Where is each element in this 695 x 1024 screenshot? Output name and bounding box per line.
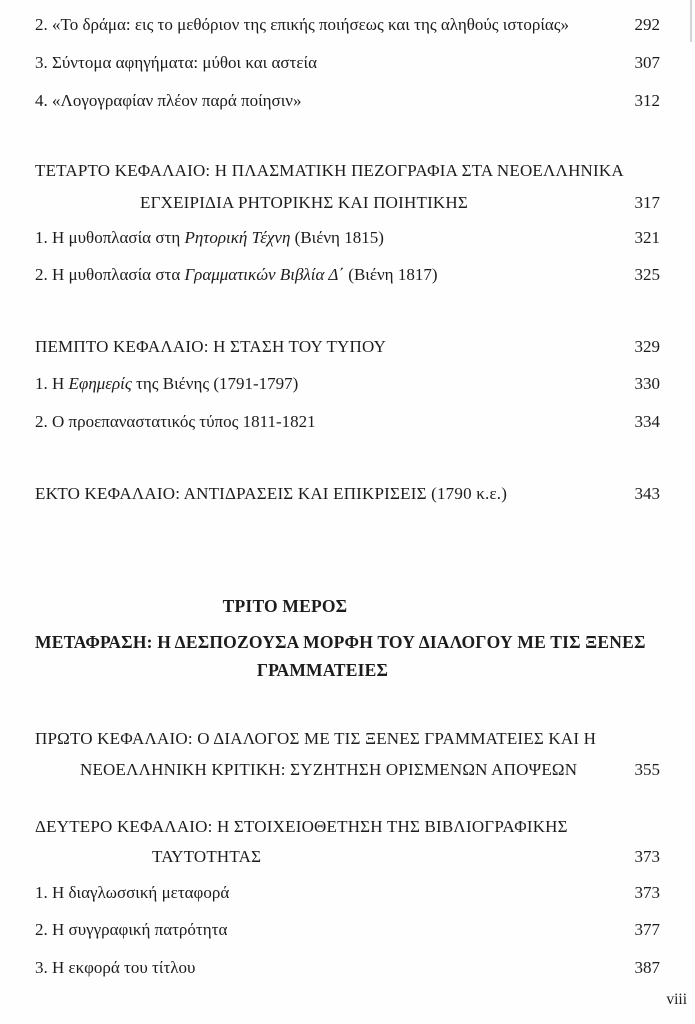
toc-entry-title bbox=[35, 53, 317, 73]
toc-entry bbox=[35, 15, 660, 35]
toc-entry bbox=[35, 374, 660, 394]
chapter-heading bbox=[35, 337, 660, 357]
chapter-heading-continuation bbox=[35, 193, 660, 213]
toc-entry-page-number: 321 bbox=[634, 228, 660, 247]
toc-entry-text: (Βιένη 1815) bbox=[290, 228, 384, 247]
toc-entry-title bbox=[35, 958, 195, 978]
chapter-page-number: 343 bbox=[634, 484, 660, 503]
chapter-heading-line1: ΠΡΩΤΟ ΚΕΦΑΛΑΙΟ: Ο ΔΙΑΛΟΓΟΣ ΜΕ ΤΙΣ ΞΕΝΕΣ ΓΡΑΜΜΑΤΕΙΕΣ ΚΑΙ Η bbox=[35, 729, 597, 748]
chapter-heading-line2: ΤΑΥΤΟΤΗΤΑΣ bbox=[152, 847, 262, 866]
toc-entry-title bbox=[35, 883, 229, 903]
toc-entry-text: της Βιένης (1791-1797) bbox=[131, 374, 299, 393]
toc-entry bbox=[35, 53, 660, 73]
toc-entry-page-number: 373 bbox=[634, 883, 660, 902]
toc-entry bbox=[35, 91, 660, 111]
toc-entry-page-number: 377 bbox=[634, 920, 660, 939]
chapter-heading bbox=[35, 729, 660, 749]
toc-entry-text: 3. Σύντομα αφηγήματα: μύθοι και αστεία bbox=[35, 53, 318, 72]
toc-entry-title bbox=[35, 15, 569, 35]
toc-entry-italic: Ρητορική Τέχνη bbox=[184, 228, 291, 247]
toc-entry-title bbox=[35, 374, 298, 394]
part-subtitle-line1: ΜΕΤΑΦΡΑΣΗ: Η ΔΕΣΠΟΖΟΥΣΑ ΜΟΡΦΗ ΤΟΥ ΔΙΑΛΟΓΟΥ ΜΕ ΤΙΣ ΞΕΝΕΣ bbox=[35, 632, 646, 652]
toc-entry bbox=[35, 958, 660, 978]
toc-entry-title bbox=[35, 91, 301, 111]
chapter-heading-line1: ΕΚΤΟ ΚΕΦΑΛΑΙΟ: ΑΝΤΙΔΡΑΣΕΙΣ ΚΑΙ ΕΠΙΚΡΙΣΕΙΣ (1790 κ.ε.) bbox=[35, 484, 508, 503]
toc-entry-text: 1. Η διαγλωσσική μεταφορά bbox=[35, 883, 230, 902]
chapter-heading-line1: ΠΕΜΠΤΟ ΚΕΦΑΛΑΙΟ: Η ΣΤΑΣΗ ΤΟΥ ΤΥΠΟΥ bbox=[35, 337, 387, 356]
toc-entry bbox=[35, 265, 660, 285]
toc-entry-text: 4. «Λογογραφίαν πλέον παρά ποίησιν» bbox=[35, 91, 302, 110]
scan-artifact-line bbox=[690, 0, 692, 42]
chapter-heading-line1: ΤΕΤΑΡΤΟ ΚΕΦΑΛΑΙΟ: Η ΠΛΑΣΜΑΤΙΚΗ ΠΕΖΟΓΡΑΦΙΑ ΣΤΑ ΝΕΟΕΛΛΗΝΙΚΑ bbox=[35, 161, 624, 180]
part-title: ΤΡΙΤΟ ΜΕΡΟΣ bbox=[222, 596, 348, 616]
toc-entry-text: 1. Η μυθοπλασία στη bbox=[35, 228, 185, 247]
toc-entry-page-number: 292 bbox=[634, 15, 660, 34]
toc-entry-page-number: 330 bbox=[634, 374, 660, 393]
part-subtitle-line2: ΓΡΑΜΜΑΤΕΙΕΣ bbox=[256, 660, 389, 680]
page-folio: viii bbox=[666, 991, 687, 1008]
toc-entry-text: (Βιένη 1817) bbox=[344, 265, 438, 284]
toc-entry-text: 2. Η συγγραφική πατρότητα bbox=[35, 920, 228, 939]
chapter-heading bbox=[35, 161, 660, 181]
toc-entry-page-number: 307 bbox=[634, 53, 660, 72]
toc-entry-italic: Γραμματικών Βιβλία Δ΄ bbox=[184, 265, 345, 284]
toc-entry-page-number: 387 bbox=[634, 958, 660, 977]
toc-entry-text: 1. Η bbox=[35, 374, 69, 393]
chapter-page-number: 355 bbox=[634, 760, 660, 779]
toc-entry-title bbox=[35, 265, 437, 285]
toc-entry-page-number: 334 bbox=[634, 412, 660, 431]
toc-entry-text: 2. «Το δράμα: εις το μεθόριον της επικής ποιήσεως και της αληθούς ιστορίας» bbox=[35, 15, 570, 34]
chapter-heading bbox=[35, 817, 660, 837]
chapter-page-number: 317 bbox=[634, 193, 660, 212]
chapter-heading bbox=[35, 484, 660, 504]
chapter-heading-continuation bbox=[35, 760, 660, 780]
toc-entry-page-number: 312 bbox=[634, 91, 660, 110]
toc-entry-text: 3. Η εκφορά του τίτλου bbox=[35, 958, 196, 977]
chapter-heading-line2: ΝΕΟΕΛΛΗΝΙΚΗ ΚΡΙΤΙΚΗ: ΣΥΖΗΤΗΣΗ ΟΡΙΣΜΕΝΩΝ ΑΠΟΨΕΩΝ bbox=[80, 760, 578, 779]
toc-entry-italic: Εφημερίς bbox=[68, 374, 132, 393]
chapter-page-number: 373 bbox=[634, 847, 660, 866]
toc-entry-text: 2. Η μυθοπλασία στα bbox=[35, 265, 185, 284]
toc-entry-title bbox=[35, 412, 316, 432]
toc-entry-page-number: 325 bbox=[634, 265, 660, 284]
toc-entry-text: 2. Ο προεπαναστατικός τύπος 1811-1821 bbox=[35, 412, 316, 431]
toc-entry bbox=[35, 883, 660, 903]
chapter-page-number: 329 bbox=[634, 337, 660, 356]
toc-entry bbox=[35, 412, 660, 432]
chapter-heading-continuation bbox=[35, 847, 660, 867]
toc-entry-title bbox=[35, 920, 227, 940]
toc-entry-title bbox=[35, 228, 384, 248]
toc-entry bbox=[35, 228, 660, 248]
toc-entry bbox=[35, 920, 660, 940]
chapter-heading-line1: ΔΕΥΤΕΡΟ ΚΕΦΑΛΑΙΟ: Η ΣΤΟΙΧΕΙΟΘΕΤΗΣΗ ΤΗΣ ΒΙΒΛΙΟΓΡΑΦΙΚΗΣ bbox=[35, 817, 568, 836]
chapter-heading-line2: ΕΓΧΕΙΡΙΔΙΑ ΡΗΤΟΡΙΚΗΣ ΚΑΙ ΠΟΙΗΤΙΚΗΣ bbox=[140, 193, 468, 212]
